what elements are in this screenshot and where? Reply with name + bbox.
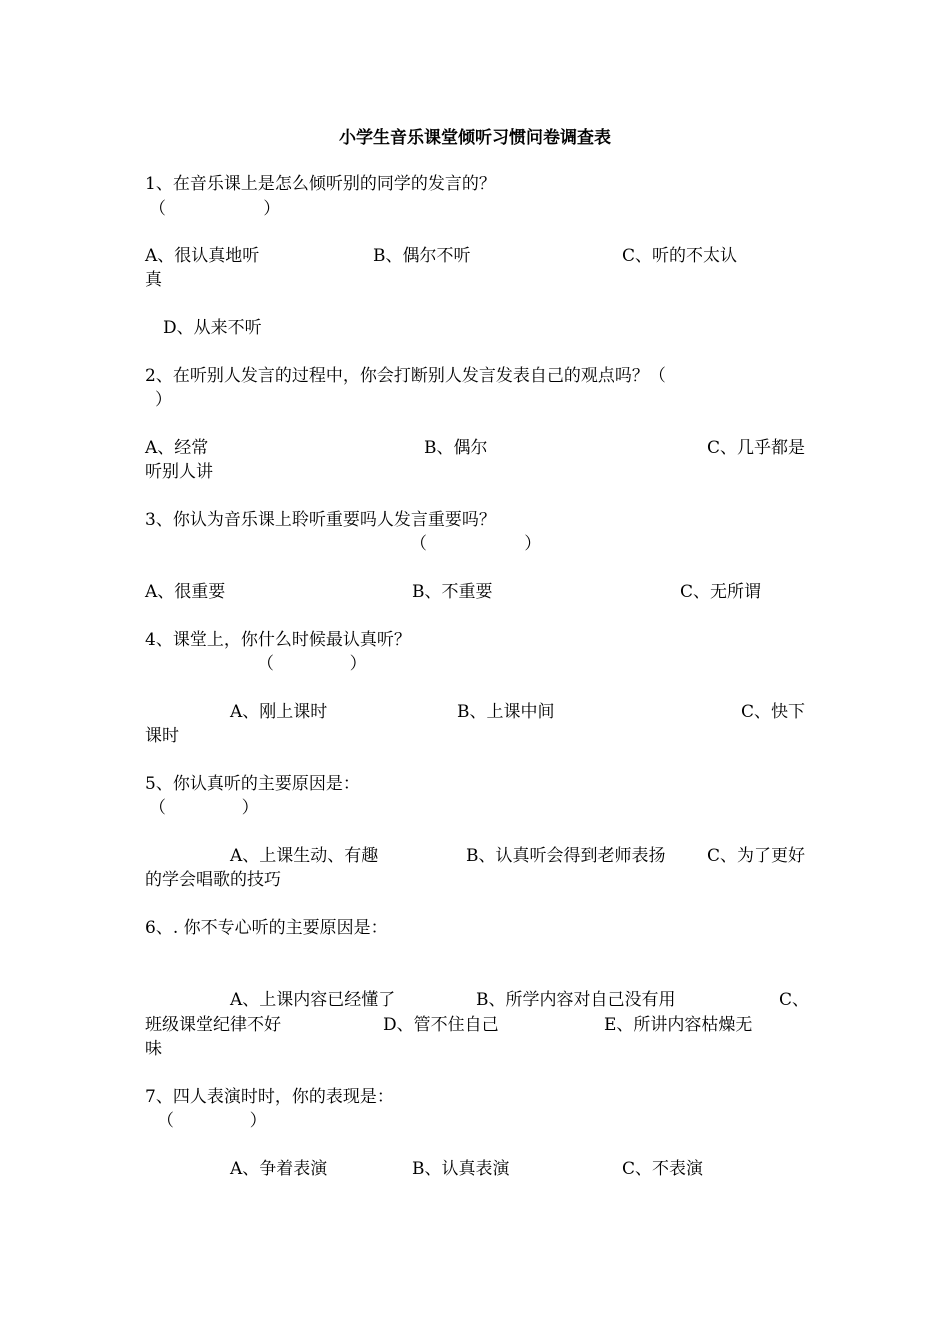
question-1-option-a: A、很认真地听 xyxy=(145,246,260,266)
question-3-option-b: B、不重要 xyxy=(412,582,493,602)
question-2-stem: 2、在听别人发言的过程中，你会打断别人发言发表自己的观点吗？（ xyxy=(145,366,666,386)
question-2-option-a: A、经常 xyxy=(145,438,209,458)
question-1-option-d: D、从来不听 xyxy=(163,318,262,338)
question-3-option-c: C、无所谓 xyxy=(680,582,762,602)
question-7-stem: 7、四人表演时时，你的表现是： xyxy=(145,1087,394,1107)
question-4-option-c-cont: 课时 xyxy=(145,726,179,746)
question-1-option-c-cont: 真 xyxy=(145,270,162,290)
question-1-answer-paren: （ ） xyxy=(149,199,281,219)
question-2-answer-paren: ） xyxy=(155,390,172,410)
question-6-option-a: A、上课内容已经懂了 xyxy=(230,990,396,1010)
question-7-option-b: B、认真表演 xyxy=(412,1159,510,1179)
question-6-stem: 6、. 你不专心听的主要原因是： xyxy=(145,918,388,938)
question-4-option-b: B、上课中间 xyxy=(457,702,555,722)
question-1-option-b: B、偶尔不听 xyxy=(373,246,471,266)
question-5-answer-paren: （ ） xyxy=(149,798,259,818)
question-5-option-b: B、认真听会得到老师表扬 xyxy=(466,846,666,866)
question-2-option-c: C、几乎都是 xyxy=(707,438,806,458)
question-6-option-e: E、所讲内容枯燥无 xyxy=(604,1015,753,1035)
question-4-stem: 4、课堂上，你什么时候最认真听？ xyxy=(145,630,411,650)
page-title: 小学生音乐课堂倾听习惯问卷调查表 xyxy=(339,128,611,148)
question-1-option-c: C、听的不太认 xyxy=(622,246,738,266)
question-5-stem: 5、你认真听的主要原因是： xyxy=(145,774,360,794)
question-5-option-a: A、上课生动、有趣 xyxy=(230,846,379,866)
question-6-option-d: D、管不住自己 xyxy=(383,1015,499,1035)
question-5-option-c-cont: 的学会唱歌的技巧 xyxy=(145,870,281,890)
question-3-answer-paren: （ ） xyxy=(410,534,542,554)
question-6-option-e-cont: 味 xyxy=(145,1039,162,1059)
question-6-option-c: C、 xyxy=(779,990,810,1010)
question-4-option-c: C、快下 xyxy=(741,702,806,722)
question-4-answer-paren: （ ） xyxy=(257,654,367,674)
question-7-option-c: C、不表演 xyxy=(622,1159,704,1179)
question-2-option-c-cont: 听别人讲 xyxy=(145,462,213,482)
question-4-option-a: A、刚上课时 xyxy=(230,702,328,722)
question-6-option-c-cont: 班级课堂纪律不好 xyxy=(145,1015,281,1035)
question-3-option-a: A、很重要 xyxy=(145,582,226,602)
question-1-stem: 1、在音乐课上是怎么倾听别的同学的发言的？ xyxy=(145,174,496,194)
question-5-option-c: C、为了更好 xyxy=(707,846,806,866)
question-7-option-a: A、争着表演 xyxy=(230,1159,328,1179)
question-2-option-b: B、偶尔 xyxy=(424,438,488,458)
question-7-answer-paren: （ ） xyxy=(157,1111,267,1131)
question-3-stem: 3、你认为音乐课上聆听重要吗人发言重要吗？ xyxy=(145,510,496,530)
question-6-option-b: B、所学内容对自己没有用 xyxy=(476,990,676,1010)
